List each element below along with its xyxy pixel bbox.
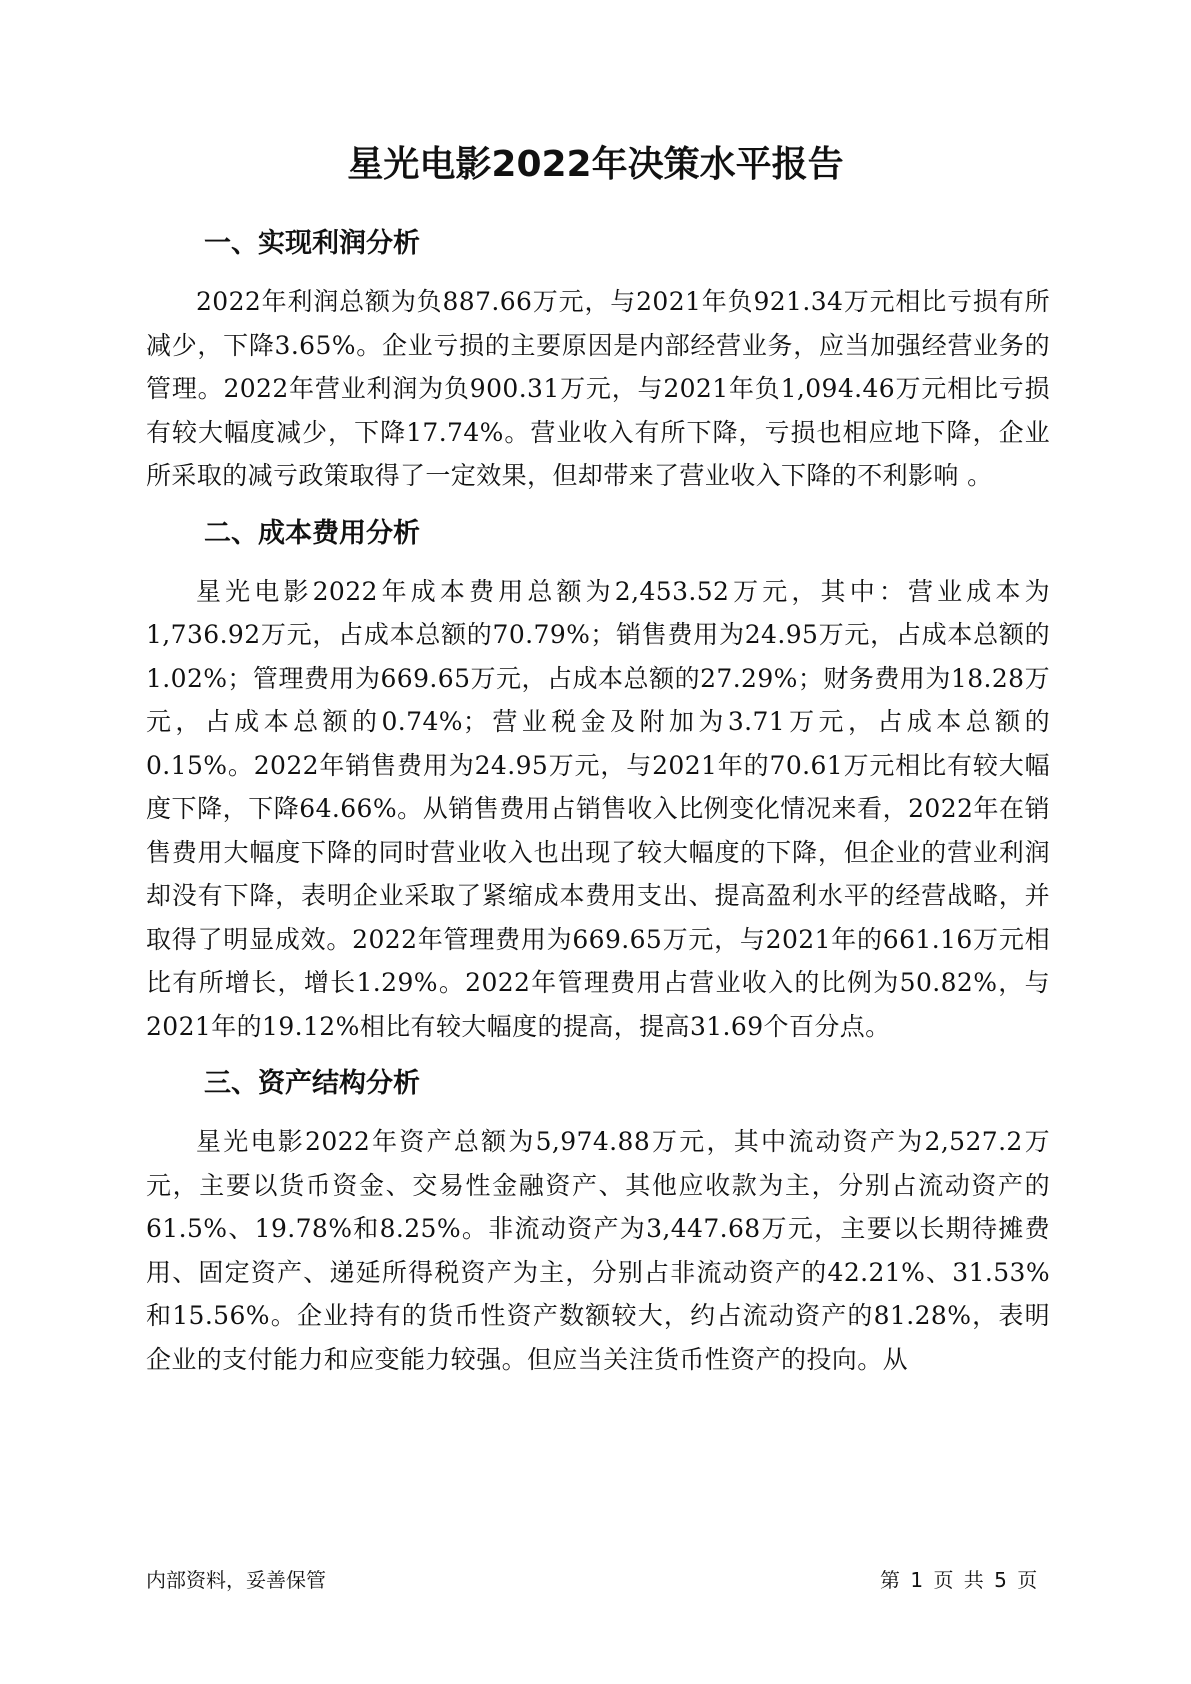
footer-page-number: 第 1 页 共 5 页 — [880, 1568, 1038, 1592]
section-heading: 三、资产结构分析 — [204, 1068, 420, 1099]
section-paragraph: 星光电影2022年资产总额为5,974.88万元，其中流动资产为2,527.2万元，主要以货币资金、交易性金融资产、其他应收款为主，分别占流动资产的61.5%、19.78%和8.25%。非流动资产为3,447.68万元，主要以长期待摊费用、固定资产、递延所得税资产为主，分别占非流动资产的42.21%、31.53%和15.56%。企业持有的货币性资产数额较大，约占流动资产的81.28%，表明企业的支付能力和应变能力较强。但应当关注货币性资产的投向。从 — [146, 1127, 1050, 1374]
section-asset-structure — [146, 1062, 1050, 1381]
section-profit-analysis — [146, 222, 1050, 498]
section-paragraph: 星光电影2022年成本费用总额为2,453.52万元，其中：营业成本为1,736.92万元，占成本总额的70.79%；销售费用为24.95万元，占成本总额的1.02%；管理费用为669.65万元，占成本总额的27.29%；财务费用为18.28万元，占成本总额的0.74%；营业税金及附加为3.71万元，占成本总额的0.15%。2022年销售费用为24.95万元，与2021年的70.61万元相比有较大幅度下降，下降64.66%。从销售费用占销售收入比例变化情况来看，2022年在销售费用大幅度下降的同时营业收入也出现了较大幅度的下降，但企业的营业利润却没有下降，表明企业采取了紧缩成本费用支出、提高盈利水平的经营战略，并取得了明显成效。2022年管理费用为669.65万元，与2021年的661.16万元相比有所增长，增长1.29%。2022年管理费用占营业收入的比例为50.82%，与2021年的19.12%相比有较大幅度的提高，提高31.69个百分点。 — [146, 576, 1050, 1041]
section-paragraph: 2022年利润总额为负887.66万元，与2021年负921.34万元相比亏损有所减少，下降3.65%。企业亏损的主要原因是内部经营业务，应当加强经营业务的管理。2022年营业利润为负900.31万元，与2021年负1,094.46万元相比亏损有较大幅度减少，下降17.74%。营业收入有所下降，亏损也相应地下降，企业所采取的减亏政策取得了一定效果，但却带来了营业收入下降的不利影响 。 — [146, 287, 1050, 490]
document-title: 星光电影2022年决策水平报告 — [347, 144, 844, 185]
section-heading: 二、成本费用分析 — [204, 517, 420, 549]
section-heading: 一、实现利润分析 — [204, 228, 420, 259]
footer-confidential-note: 内部资料，妥善保管 — [146, 1568, 326, 1592]
document-body — [146, 222, 1050, 1395]
section-cost-analysis — [146, 512, 1050, 1049]
